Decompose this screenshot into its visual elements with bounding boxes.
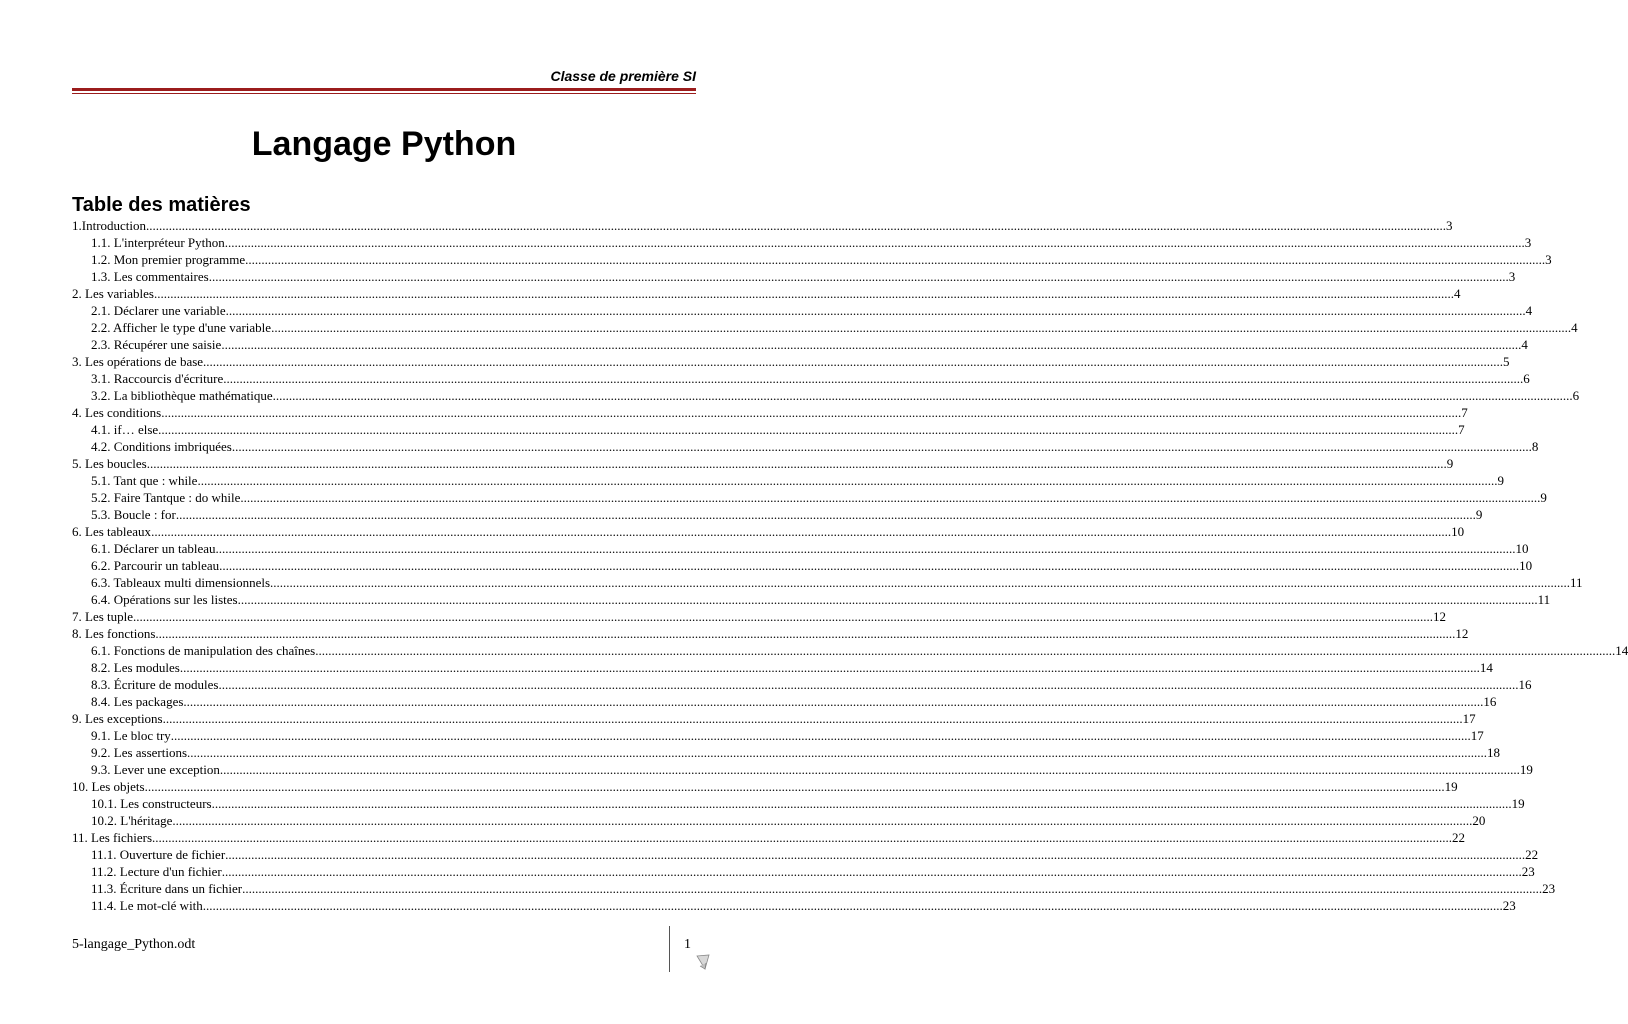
toc-entry[interactable] xyxy=(72,319,1578,336)
toc-entry-label: 6.2. Parcourir un tableau xyxy=(91,558,220,573)
toc-entry-page: 23 xyxy=(1521,864,1535,879)
toc-entry-label: 1.2. Mon premier programme xyxy=(91,252,246,267)
toc-dot-leader: ................................................................................................................................................................................................................................................................................................................................................................................................................ xyxy=(219,558,1520,573)
toc-dot-leader: ................................................................................................................................................................................................................................................................................................................................................................................................................ xyxy=(175,507,1476,522)
toc-entry-label: 11. Les fichiers xyxy=(72,830,153,845)
toc-dot-leader: ................................................................................................................................................................................................................................................................................................................................................................................................................ xyxy=(219,762,1520,777)
toc-entry[interactable] xyxy=(72,880,1556,897)
toc-entry[interactable] xyxy=(72,744,1501,761)
footer-divider xyxy=(669,926,670,972)
toc-entry[interactable] xyxy=(72,421,1465,438)
toc-entry-label: 8.2. Les modules xyxy=(91,660,180,675)
toc-entry[interactable] xyxy=(72,642,1628,659)
toc-entry-page: 11 xyxy=(1537,592,1551,607)
toc-entry-page: 3 xyxy=(1545,252,1552,267)
toc-dot-leader: ................................................................................................................................................................................................................................................................................................................................................................................................................ xyxy=(179,660,1480,675)
toc-entry-page: 17 xyxy=(1470,728,1484,743)
toc-entry[interactable] xyxy=(72,455,1454,472)
toc-dot-leader: ................................................................................................................................................................................................................................................................................................................................................................................................................ xyxy=(161,405,1462,420)
toc-entry-page: 12 xyxy=(1455,626,1469,641)
toc-entry[interactable] xyxy=(72,234,1532,251)
toc-dot-leader: ................................................................................................................................................................................................................................................................................................................................................................................................................ xyxy=(245,252,1546,267)
toc-entry[interactable] xyxy=(72,217,1453,234)
table-of-contents xyxy=(72,217,1628,914)
toc-entry-page: 22 xyxy=(1452,830,1466,845)
toc-entry[interactable] xyxy=(72,591,1551,608)
toc-entry-label: 9.3. Lever une exception xyxy=(91,762,220,777)
toc-entry-page: 3 xyxy=(1508,269,1516,284)
toc-dot-leader: ................................................................................................................................................................................................................................................................................................................................................................................................................ xyxy=(172,813,1473,828)
toc-entry-label: 1.3. Les commentaires xyxy=(91,269,209,284)
toc-entry-page: 6 xyxy=(1523,371,1530,386)
toc-dot-leader: ................................................................................................................................................................................................................................................................................................................................................................................................................ xyxy=(225,303,1526,318)
toc-entry-page: 23 xyxy=(1502,898,1516,913)
toc-entry[interactable] xyxy=(72,846,1539,863)
toc-entry-page: 10 xyxy=(1519,558,1533,573)
toc-entry-label: 11.2. Lecture d'un fichier xyxy=(91,864,222,879)
toc-dot-leader: ................................................................................................................................................................................................................................................................................................................................................................................................................ xyxy=(215,541,1516,556)
page-curl-icon xyxy=(696,954,710,970)
toc-entry[interactable] xyxy=(72,897,1516,914)
toc-entry[interactable] xyxy=(72,370,1530,387)
header-class-label: Classe de première SI xyxy=(550,68,696,84)
toc-entry[interactable] xyxy=(72,404,1468,421)
toc-entry[interactable] xyxy=(72,251,1552,268)
toc-entry-label: 10. Les objets xyxy=(72,779,145,794)
toc-dot-leader: ................................................................................................................................................................................................................................................................................................................................................................................................................ xyxy=(208,269,1509,284)
toc-dot-leader: ................................................................................................................................................................................................................................................................................................................................................................................................................ xyxy=(202,898,1503,913)
toc-entry-label: 9.2. Les assertions xyxy=(91,745,188,760)
toc-entry-page: 20 xyxy=(1472,813,1486,828)
toc-entry-page: 16 xyxy=(1518,677,1532,692)
toc-entry-label: 5.3. Boucle : for xyxy=(91,507,176,522)
toc-entry[interactable] xyxy=(72,625,1469,642)
toc-entry[interactable] xyxy=(72,829,1466,846)
toc-entry[interactable] xyxy=(72,336,1528,353)
toc-entry[interactable] xyxy=(72,268,1516,285)
toc-entry[interactable] xyxy=(72,302,1533,319)
toc-entry-page: 10 xyxy=(1451,524,1465,539)
toc-entry-label: 1.1. L'interpréteur Python xyxy=(91,235,225,250)
toc-entry-page: 3 xyxy=(1446,218,1453,233)
toc-entry-page: 19 xyxy=(1511,796,1525,811)
toc-dot-leader: ................................................................................................................................................................................................................................................................................................................................................................................................................ xyxy=(187,745,1488,760)
toc-entry-page: 9 xyxy=(1540,490,1547,505)
toc-entry[interactable] xyxy=(72,472,1504,489)
toc-entry[interactable] xyxy=(72,387,1580,404)
toc-entry-page: 7 xyxy=(1461,405,1468,420)
toc-entry-page: 12 xyxy=(1433,609,1447,624)
toc-entry-page: 14 xyxy=(1479,660,1493,675)
toc-dot-leader: ................................................................................................................................................................................................................................................................................................................................................................................................................ xyxy=(183,694,1484,709)
toc-dot-leader: ................................................................................................................................................................................................................................................................................................................................................................................................................ xyxy=(197,473,1498,488)
toc-entry-label: 3. Les opérations de base xyxy=(72,354,204,369)
toc-entry[interactable] xyxy=(72,676,1532,693)
toc-entry-label: 6.4. Opérations sur les listes xyxy=(91,592,238,607)
toc-entry-page: 7 xyxy=(1458,422,1465,437)
toc-entry-label: 5.1. Tant que : while xyxy=(91,473,198,488)
toc-entry-label: 2. Les variables xyxy=(72,286,154,301)
toc-entry-page: 17 xyxy=(1462,711,1476,726)
toc-entry-label: 4. Les conditions xyxy=(72,405,162,420)
toc-entry-label: 5. Les boucles xyxy=(72,456,147,471)
toc-entry[interactable] xyxy=(72,353,1510,370)
toc-entry-page: 22 xyxy=(1525,847,1539,862)
toc-entry[interactable] xyxy=(72,438,1539,455)
toc-dot-leader: ................................................................................................................................................................................................................................................................................................................................................................................................................ xyxy=(162,711,1463,726)
toc-entry[interactable] xyxy=(72,710,1476,727)
toc-entry-label: 6. Les tableaux xyxy=(72,524,152,539)
toc-dot-leader: ................................................................................................................................................................................................................................................................................................................................................................................................................ xyxy=(218,677,1519,692)
toc-entry-page: 4 xyxy=(1453,286,1461,301)
toc-entry[interactable] xyxy=(72,727,1484,744)
toc-entry[interactable] xyxy=(72,489,1547,506)
toc-entry-page: 16 xyxy=(1483,694,1497,709)
toc-entry-label: 11.3. Écriture dans un fichier xyxy=(91,881,243,896)
toc-dot-leader: ................................................................................................................................................................................................................................................................................................................................................................................................................ xyxy=(146,218,1447,233)
toc-dot-leader: ................................................................................................................................................................................................................................................................................................................................................................................................................ xyxy=(144,779,1445,794)
toc-dot-leader: ................................................................................................................................................................................................................................................................................................................................................................................................................ xyxy=(221,337,1522,352)
toc-entry[interactable] xyxy=(72,659,1493,676)
toc-dot-leader: ................................................................................................................................................................................................................................................................................................................................................................................................................ xyxy=(237,592,1538,607)
toc-entry-label: 8. Les fonctions xyxy=(72,626,156,641)
toc-entry-page: 11 xyxy=(1570,575,1583,590)
toc-entry-label: 11.1. Ouverture de fichier xyxy=(91,847,226,862)
toc-entry-label: 11.4. Le mot-clé with xyxy=(91,898,203,913)
toc-dot-leader: ................................................................................................................................................................................................................................................................................................................................................................................................................ xyxy=(224,235,1525,250)
toc-dot-leader: ................................................................................................................................................................................................................................................................................................................................................................................................................ xyxy=(153,286,1454,301)
toc-entry-label: 9. Les exceptions xyxy=(72,711,163,726)
toc-entry-page: 3 xyxy=(1524,235,1532,250)
header-rule-thin xyxy=(72,93,696,94)
toc-entry-page: 5 xyxy=(1503,354,1510,369)
toc-entry-label: 3.1. Raccourcis d'écriture xyxy=(91,371,224,386)
toc-dot-leader: ................................................................................................................................................................................................................................................................................................................................................................................................................ xyxy=(315,643,1616,658)
toc-entry[interactable] xyxy=(72,795,1525,812)
toc-entry[interactable] xyxy=(72,863,1535,880)
toc-entry-page: 4 xyxy=(1571,320,1578,335)
toc-dot-leader: ................................................................................................................................................................................................................................................................................................................................................................................................................ xyxy=(211,796,1512,811)
toc-entry[interactable] xyxy=(72,761,1533,778)
toc-entry[interactable] xyxy=(72,523,1465,540)
toc-dot-leader: ................................................................................................................................................................................................................................................................................................................................................................................................................ xyxy=(146,456,1447,471)
toc-entry-page: 4 xyxy=(1525,303,1533,318)
header-rule xyxy=(72,88,696,91)
toc-entry-page: 9 xyxy=(1497,473,1504,488)
toc-entry-page: 4 xyxy=(1521,337,1528,352)
toc-entry-label: 2.1. Déclarer une variable xyxy=(91,303,226,318)
toc-entry[interactable] xyxy=(72,557,1533,574)
toc-entry-page: 23 xyxy=(1542,881,1556,896)
toc-entry-label: 4.1. if… else xyxy=(91,422,159,437)
toc-dot-leader: ................................................................................................................................................................................................................................................................................................................................................................................................................ xyxy=(271,320,1572,335)
toc-entry-page: 8 xyxy=(1531,439,1539,454)
toc-entry-label: 2.3. Récupérer une saisie xyxy=(91,337,222,352)
toc-entry[interactable] xyxy=(72,608,1447,625)
toc-entry-page: 9 xyxy=(1446,456,1454,471)
toc-dot-leader: ................................................................................................................................................................................................................................................................................................................................................................................................................ xyxy=(231,439,1532,454)
toc-entry-label: 8.3. Écriture de modules xyxy=(91,677,219,692)
toc-entry[interactable] xyxy=(72,506,1483,523)
toc-entry-label: 6.3. Tableaux multi dimensionnels xyxy=(91,575,271,590)
toc-entry-label: 5.2. Faire Tantque : do while xyxy=(91,490,241,505)
toc-dot-leader: ................................................................................................................................................................................................................................................................................................................................................................................................................ xyxy=(151,524,1452,539)
toc-entry-label: 7. Les tuple xyxy=(72,609,134,624)
document-title: Langage Python xyxy=(251,125,517,163)
toc-dot-leader: ................................................................................................................................................................................................................................................................................................................................................................................................................ xyxy=(225,847,1526,862)
toc-entry[interactable] xyxy=(72,574,1583,591)
toc-entry[interactable] xyxy=(72,540,1529,557)
toc-entry-page: 19 xyxy=(1444,779,1458,794)
toc-dot-leader: ................................................................................................................................................................................................................................................................................................................................................................................................................ xyxy=(223,371,1524,386)
toc-entry-label: 1.Introduction xyxy=(72,218,147,233)
toc-entry-label: 2.2. Afficher le type d'une variable xyxy=(91,320,272,335)
toc-dot-leader: ................................................................................................................................................................................................................................................................................................................................................................................................................ xyxy=(152,830,1453,845)
toc-entry-label: 3.2. La bibliothèque mathématique xyxy=(91,388,273,403)
toc-entry-label: 10.1. Les constructeurs xyxy=(91,796,212,811)
footer-page-number: 1 xyxy=(684,937,691,952)
toc-entry-label: 6.1. Déclarer un tableau xyxy=(91,541,216,556)
toc-entry[interactable] xyxy=(72,778,1458,795)
toc-dot-leader: ................................................................................................................................................................................................................................................................................................................................................................................................................ xyxy=(221,864,1522,879)
toc-entry-page: 14 xyxy=(1615,643,1628,658)
toc-dot-leader: ................................................................................................................................................................................................................................................................................................................................................................................................................ xyxy=(158,422,1459,437)
toc-entry-label: 6.1. Fonctions de manipulation des chaînes xyxy=(91,643,316,658)
toc-heading: Table des matières xyxy=(72,194,251,216)
toc-entry[interactable] xyxy=(72,285,1461,302)
toc-entry-label: 10.2. L'héritage xyxy=(91,813,173,828)
toc-dot-leader: ................................................................................................................................................................................................................................................................................................................................................................................................................ xyxy=(242,881,1543,896)
toc-entry[interactable] xyxy=(72,693,1497,710)
toc-entry-page: 9 xyxy=(1475,507,1483,522)
toc-entry-label: 9.1. Le bloc try xyxy=(91,728,171,743)
toc-dot-leader: ................................................................................................................................................................................................................................................................................................................................................................................................................ xyxy=(270,575,1571,590)
toc-dot-leader: ................................................................................................................................................................................................................................................................................................................................................................................................................ xyxy=(155,626,1456,641)
toc-entry-label: 4.2. Conditions imbriquées xyxy=(91,439,232,454)
toc-entry-page: 6 xyxy=(1572,388,1580,403)
toc-entry-label: 8.4. Les packages xyxy=(91,694,184,709)
toc-dot-leader: ................................................................................................................................................................................................................................................................................................................................................................................................................ xyxy=(240,490,1541,505)
toc-entry-page: 10 xyxy=(1515,541,1529,556)
toc-entry-page: 19 xyxy=(1519,762,1533,777)
toc-dot-leader: ................................................................................................................................................................................................................................................................................................................................................................................................................ xyxy=(133,609,1434,624)
toc-entry-page: 18 xyxy=(1487,745,1501,760)
footer-filename: 5-langage_Python.odt xyxy=(72,937,196,952)
toc-dot-leader: ................................................................................................................................................................................................................................................................................................................................................................................................................ xyxy=(272,388,1573,403)
toc-dot-leader: ................................................................................................................................................................................................................................................................................................................................................................................................................ xyxy=(170,728,1471,743)
toc-entry[interactable] xyxy=(72,812,1486,829)
toc-dot-leader: ................................................................................................................................................................................................................................................................................................................................................................................................................ xyxy=(203,354,1504,369)
